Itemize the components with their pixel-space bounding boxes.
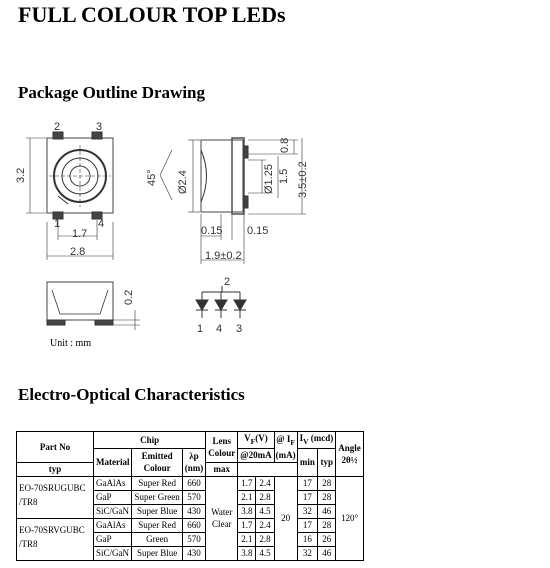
- table-row: [17, 518, 364, 532]
- vf-max: 2.8: [256, 490, 274, 504]
- header-angle: Angle 2θ½: [336, 432, 364, 477]
- iv-typ: 26: [318, 532, 336, 546]
- if-current: 20: [274, 476, 297, 560]
- header-emitted: Emitted Colour: [132, 448, 182, 476]
- vf-typ: 2.1: [238, 490, 256, 504]
- header-material: Material: [94, 448, 132, 476]
- vf-max: 2.4: [256, 518, 274, 532]
- header-vf-cond: @20mA: [238, 448, 274, 462]
- schematic-pin-1: 1: [197, 323, 204, 335]
- header-vf-typ: typ: [17, 462, 94, 476]
- iv-typ: 28: [318, 476, 336, 490]
- header-lambda-p: λp (nm): [182, 448, 206, 476]
- eo-heading: Electro-Optical Characteristics: [18, 385, 245, 404]
- viewing-angle: 120°: [336, 476, 364, 560]
- header-iv: $I_V$ (mcd): [297, 432, 336, 449]
- page-title: FULL COLOUR TOP LEDs: [18, 2, 286, 27]
- emitted-colour: Super Blue: [132, 504, 182, 518]
- vf-max: 2.8: [256, 532, 274, 546]
- vf-typ: 2.1: [238, 532, 256, 546]
- chip-material: GaP: [94, 490, 132, 504]
- dim-3-5: 3.5±0.2: [297, 161, 309, 198]
- vf-typ: 3.8: [238, 546, 256, 560]
- dim-height: 3.2: [15, 167, 27, 183]
- pin-label-2: 2: [54, 121, 61, 133]
- schematic-pin-2: 2: [224, 276, 231, 288]
- dim-width: 2.8: [70, 246, 86, 258]
- dim-diam-24: Ø2.4: [177, 170, 189, 194]
- pin-label-4: 4: [98, 218, 105, 230]
- header-lens: Lens Colour: [206, 432, 238, 463]
- lambda-p: 570: [182, 490, 206, 504]
- chip-material: GaP: [94, 532, 132, 546]
- lambda-p: 570: [182, 532, 206, 546]
- emitted-colour: Green: [132, 532, 182, 546]
- chip-material: SiC/GaN: [94, 546, 132, 560]
- chip-material: GaAlAs: [94, 518, 132, 532]
- unit-note: Unit : mm: [50, 338, 92, 349]
- emitted-colour: Super Green: [132, 490, 182, 504]
- header-at-if: @ $I_F$ (mA): [274, 432, 297, 463]
- front-view: [47, 282, 140, 330]
- vf-max: 4.5: [256, 546, 274, 560]
- schematic-pin-4: 4: [216, 323, 223, 335]
- dim-1-5: 1.5: [278, 168, 290, 184]
- iv-min: 32: [297, 546, 318, 560]
- emitted-colour: Super Blue: [132, 546, 182, 560]
- vf-max: 2.4: [256, 476, 274, 490]
- iv-typ: 28: [318, 518, 336, 532]
- dim-0-15-left: 0.15: [201, 225, 223, 237]
- dim-1-9: 1.9±0.2: [205, 250, 242, 262]
- header-iv-typ: typ: [318, 448, 336, 476]
- lens-colour: Water Clear: [206, 476, 238, 560]
- iv-typ: 46: [318, 504, 336, 518]
- pin-label-3: 3: [96, 121, 103, 133]
- iv-typ: 46: [318, 546, 336, 560]
- vf-max: 4.5: [256, 504, 274, 518]
- header-vf-max: max: [206, 462, 238, 476]
- side-view: [160, 138, 306, 264]
- header-part-no: Part No: [17, 432, 94, 463]
- header-vf: $V_F(V)$: [238, 432, 274, 449]
- dim-pin-span: 1.7: [72, 228, 88, 240]
- pin-label-1: 1: [54, 218, 61, 230]
- dim-diam-125: Ø1.25: [263, 164, 275, 194]
- vf-typ: 1.7: [238, 476, 256, 490]
- led-schematic: [196, 286, 246, 318]
- lambda-p: 660: [182, 476, 206, 490]
- vf-typ: 1.7: [238, 518, 256, 532]
- dim-0-15-right: 0.15: [247, 225, 269, 237]
- chip-material: SiC/GaN: [94, 504, 132, 518]
- iv-min: 17: [297, 490, 318, 504]
- iv-min: 16: [297, 532, 318, 546]
- top-view: [26, 132, 113, 260]
- part-number: EO-70SRVGUBC /TR8: [17, 518, 94, 560]
- vf-typ: 3.8: [238, 504, 256, 518]
- table-row: [17, 476, 364, 490]
- header-iv-min: min: [297, 448, 318, 476]
- header-chip: Chip: [94, 432, 206, 449]
- chip-material: GaAlAs: [94, 476, 132, 490]
- iv-typ: 28: [318, 490, 336, 504]
- part-number: EO-70SRUGUBC /TR8: [17, 476, 94, 518]
- dim-0-2: 0.2: [123, 289, 135, 305]
- lambda-p: 430: [182, 546, 206, 560]
- dim-angle: 45°: [146, 169, 158, 186]
- lambda-p: 430: [182, 504, 206, 518]
- dim-0-8: 0.8: [279, 137, 291, 153]
- iv-min: 17: [297, 476, 318, 490]
- outline-heading: Package Outline Drawing: [18, 83, 205, 102]
- iv-min: 17: [297, 518, 318, 532]
- lambda-p: 660: [182, 518, 206, 532]
- eo-characteristics-table: [16, 431, 364, 561]
- schematic-pin-3: 3: [236, 323, 243, 335]
- emitted-colour: Super Red: [132, 476, 182, 490]
- emitted-colour: Super Red: [132, 518, 182, 532]
- iv-min: 32: [297, 504, 318, 518]
